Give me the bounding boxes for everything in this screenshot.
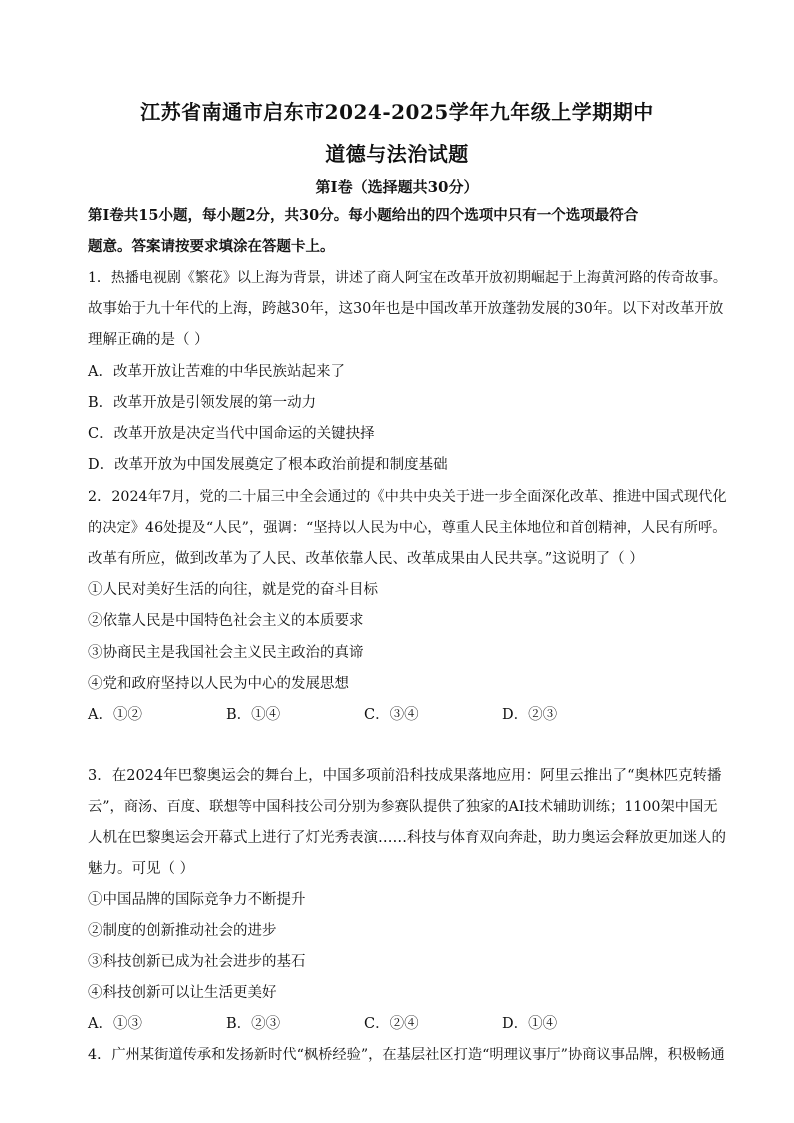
q1-option-c: C．改革开放是决定当代中国命运的关键抉择 <box>88 426 375 442</box>
q3-stem-line3: 人机在巴黎奥运会开幕式上进行了灯光秀表演……科技与体育双向奔赴，助力奥运会释放更加迷人的 <box>88 830 726 846</box>
q2-statement-4: ④党和政府坚持以人民为中心的发展思想 <box>88 676 349 692</box>
q2-stem-line3: 改革有所应，做到改革为了人民、改革依靠人民、改革成果由人民共享。”这说明了（ ） <box>88 551 644 567</box>
q3-statement-1: ①中国品牌的国际竞争力不断提升 <box>88 892 306 908</box>
q1-stem-line2: 故事始于九十年代的上海，跨越30年，这30年也是中国改革开放蓬勃发展的30年。以下对改革开放 <box>88 301 724 317</box>
q2-statement-1: ①人民对美好生活的向往，就是党的奋斗目标 <box>88 582 378 598</box>
q3-stem-line4: 魅力。可见（ ） <box>88 861 195 877</box>
instruction-line1: 第Ⅰ卷共15小题，每小题2分，共30分。每小题给出的四个选项中只有一个选项最符合 <box>88 207 639 224</box>
q3-option-a: A．①③ <box>88 1016 142 1032</box>
exam-title-line2: 道德与法治试题 <box>325 142 469 166</box>
q3-stem-line1: 3．在2024年巴黎奥运会的舞台上，中国多项前沿科技成果落地应用：阿里云推出了“奥林匹克转播 <box>88 768 722 784</box>
q2-statement-3: ③协商民主是我国社会主义民主政治的真谛 <box>88 645 364 661</box>
q3-statement-2: ②制度的创新推动社会的进步 <box>88 923 277 939</box>
section-heading: 第Ⅰ卷（选择题共30分） <box>315 178 479 196</box>
q1-stem-line1: 1．热播电视剧《繁花》以上海为背景，讲述了商人阿宝在改革开放初期崛起于上海黄河路的传奇故事。 <box>88 270 727 286</box>
instruction-line2: 题意。答案请按要求填涂在答题卡上。 <box>88 238 335 255</box>
q2-statement-2: ②依靠人民是中国特色社会主义的本质要求 <box>88 613 364 629</box>
q1-stem-line3: 理解正确的是（ ） <box>88 332 209 348</box>
q1-option-d: D．改革开放为中国发展奠定了根本政治前提和制度基础 <box>88 457 448 473</box>
q2-stem-line2: 的决定》46处提及“人民”，强调：“坚持以人民为中心，尊重人民主体地位和首创精神，人民有所呼。 <box>88 520 727 536</box>
q2-stem-line1: 2．2024年7月，党的二十届三中全会通过的《中共中央关于进一步全面深化改革、推进中国式现代化 <box>88 489 727 505</box>
q3-option-d: D．①④ <box>502 1016 558 1032</box>
q3-option-b: B．②③ <box>226 1016 281 1032</box>
q2-option-a: A．①② <box>88 707 142 723</box>
q3-stem-line2: 云”，商汤、百度、联想等中国科技公司分别为参赛队提供了独家的AI技术辅助训练；1100架中国无 <box>88 799 718 815</box>
exam-title-line1: 江苏省南通市启东市2024-2025学年九年级上学期期中 <box>140 100 654 124</box>
q2-option-c: C．③④ <box>364 707 419 723</box>
q2-option-b: B．①④ <box>226 707 281 723</box>
q2-option-d: D．②③ <box>502 707 558 723</box>
q3-option-c: C．②④ <box>364 1016 419 1032</box>
q3-statement-3: ③科技创新已成为社会进步的基石 <box>88 954 306 970</box>
q4-stem-line1: 4．广州某街道传承和发扬新时代“枫桥经验”，在基层社区打造“明理议事厅”协商议事品牌，积极畅通 <box>88 1047 725 1063</box>
q1-option-a: A．改革开放让苦难的中华民族站起来了 <box>88 364 345 380</box>
q3-statement-4: ④科技创新可以让生活更美好 <box>88 985 277 1001</box>
q1-option-b: B．改革开放是引领发展的第一动力 <box>88 395 317 411</box>
